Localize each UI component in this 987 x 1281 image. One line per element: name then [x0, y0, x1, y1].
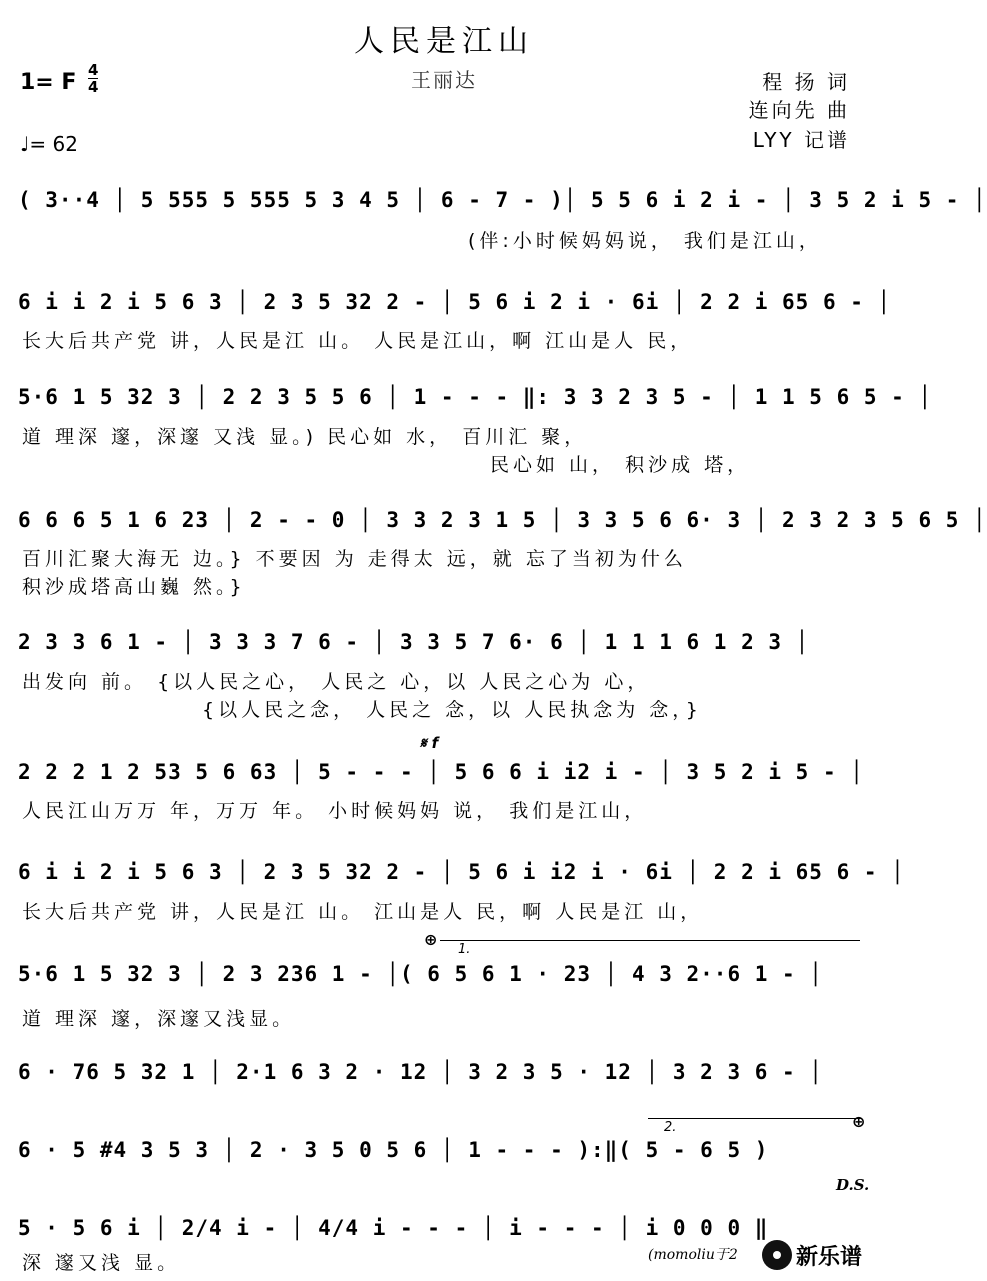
lyric-line-10: 长大后共产党 讲，人民是江 山。 江山是人 民，啊 人民是江 山，: [22, 901, 704, 923]
lyric-line-4: 民心如 山， 积沙成 塔，: [490, 454, 751, 476]
time-signature-bottom: 4: [88, 78, 99, 96]
key-signature: 1= F: [20, 70, 77, 95]
volta-bracket-one: [440, 940, 860, 942]
ds-mark: D.S.: [836, 1176, 870, 1194]
coda-end-icon: ⊕: [852, 1112, 866, 1131]
lyric-line-7: 出发向 前。 {以人民之心， 人民之 心，以 人民之心为 心，: [22, 671, 651, 693]
staff-line-7: 6 i i 2 i 5 6 3 │ 2 3 5 32 2 - │ 5 6 i i2 i · 6i │ 2 2 i 65 6 - │: [18, 860, 905, 884]
site-logo: [762, 1236, 880, 1276]
lyricist-credit: 程 扬 词: [762, 70, 850, 94]
coda-icon: ⊕: [424, 930, 438, 949]
composer-credit: 连向先 曲: [748, 98, 850, 122]
lyric-line-12: 深 邃又浅 显。: [22, 1252, 181, 1274]
lyric-line-2: 长大后共产党 讲，人民是江 山。 人民是江山，啊 江山是人 民，: [22, 330, 694, 352]
lyric-line-6: 积沙成塔高山巍 然。}: [22, 576, 246, 598]
transcriber-watermark: (momoliu于2: [648, 1247, 738, 1263]
time-signature-top: 4: [88, 61, 99, 79]
lyric-line-1: (伴:小时候妈妈说， 我们是江山，: [468, 230, 822, 252]
tempo-mark: ♩= 62: [20, 132, 78, 156]
staff-line-4: 6 6 6 5 1 6 23 │ 2 - - 0 │ 3 3 2 3 1 5 │ 3 3 5 6 6· 3 │ 2 3 2 3 5 6 5 │: [18, 508, 987, 532]
lyric-line-8: {以人民之念， 人民之 念，以 人民执念为 念，}: [202, 699, 702, 721]
lyric-line-11: 道 理深 邃，深邃又浅显。: [22, 1008, 296, 1030]
staff-line-5: 2 3 3 6 1 - │ 3 3 3 7 6 - │ 3 3 5 7 6· 6 │ 1 1 1 6 1 2 3 │: [18, 630, 810, 654]
staff-line-3: 5·6 1 5 32 3 │ 2 2 3 5 5 6 │ 1 - - - ‖: 3 3 2 3 5 - │ 1 1 5 6 5 - │: [18, 385, 933, 409]
lyric-line-5: 百川汇聚大海无 边。} 不要因 为 走得太 远，就 忘了当初为什么: [22, 548, 687, 570]
segno-forte-mark: 𝄋 f: [420, 734, 439, 752]
staff-line-8: 5·6 1 5 32 3 │ 2 3 236 1 - │( 6 5 6 1 · 23 │ 4 3 2··6 1 - │: [18, 962, 823, 986]
site-logo-text: 新乐谱: [796, 1245, 863, 1270]
page-title: 人民是江山: [354, 24, 534, 59]
staff-line-2: 6 i i 2 i 5 6 3 │ 2 3 5 32 2 - │ 5 6 i 2 i · 6i │ 2 2 i 65 6 - │: [18, 290, 892, 314]
volta-two-label: 2.: [664, 1120, 677, 1135]
staff-line-1: ( 3··4 │ 5 555 5 555 5 3 4 5 │ 6 - 7 - )│ 5 5 6 i 2 i - │ 3 5 2 i 5 - │: [18, 188, 987, 212]
lyric-line-3: 道 理深 邃，深邃 又浅 显。) 民心如 水， 百川汇 聚，: [22, 426, 588, 448]
staff-line-10: 6 · 5 #4 3 5 3 │ 2 · 3 5 0 5 6 │ 1 - - - ):‖( 5 - 6 5 ): [18, 1138, 769, 1162]
staff-line-6: 2 2 2 1 2 53 5 6 63 │ 5 - - - │ 5 6 6 i i2 i - │ 3 5 2 i 5 - │: [18, 760, 864, 784]
volta-bracket-two: [648, 1118, 862, 1120]
staff-line-9: 6 · 76 5 32 1 │ 2·1 6 3 2 · 12 │ 3 2 3 5 · 12 │ 3 2 3 6 - │: [18, 1060, 823, 1084]
time-signature: [88, 62, 98, 95]
volta-one-label: 1.: [458, 942, 471, 957]
record-disc-icon: [762, 1240, 792, 1270]
singer-name: 王丽达: [411, 68, 477, 92]
transcriber-credit: LYY 记谱: [752, 128, 850, 152]
staff-line-11: 5 · 5 6 i │ 2/4 i - │ 4/4 i - - - │ i - - - │ i 0 0 0 ‖: [18, 1216, 769, 1240]
lyric-line-9: 人民江山万万 年，万万 年。 小时候妈妈 说， 我们是江山，: [22, 800, 648, 822]
